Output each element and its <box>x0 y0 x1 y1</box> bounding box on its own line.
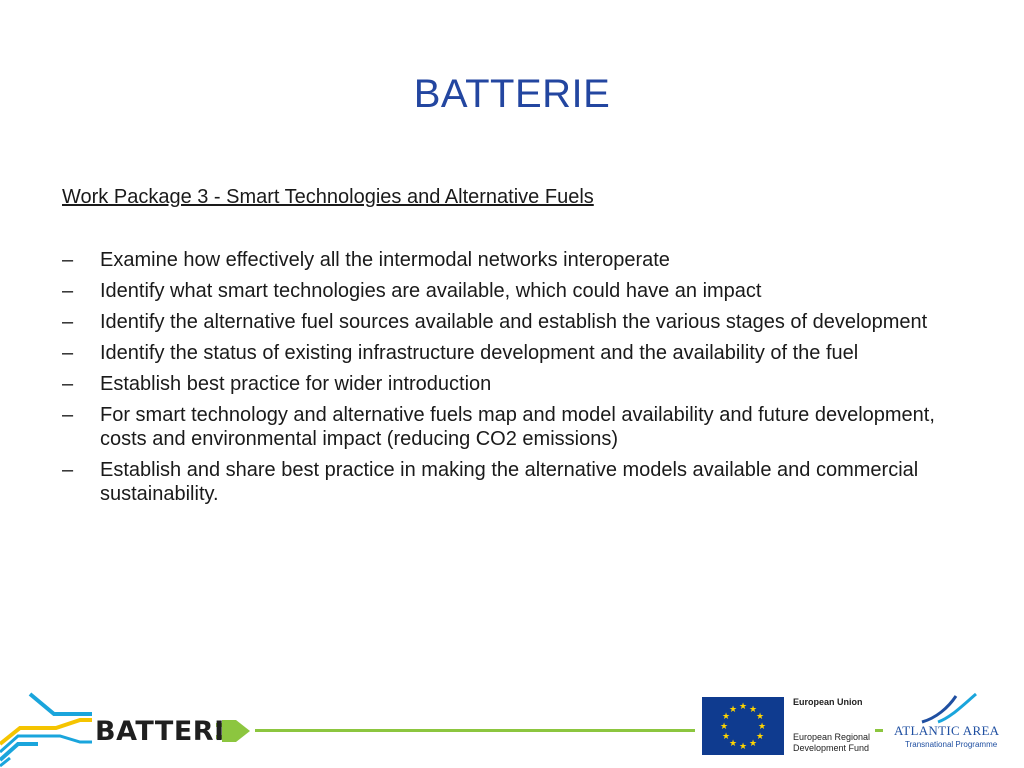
bullet-text: Establish best practice for wider introduction <box>100 373 492 395</box>
bullet-dash: – <box>62 404 74 426</box>
bullet-dash: – <box>62 249 74 271</box>
bullet-text: Identify the alternative fuel sources available and establish the various stages of development <box>100 311 928 333</box>
svg-text:★: ★ <box>748 739 758 749</box>
footer-logos <box>0 680 1024 768</box>
svg-text:★: ★ <box>728 739 738 749</box>
svg-text:★: ★ <box>721 712 731 722</box>
svg-text:★: ★ <box>738 702 748 712</box>
svg-text:★: ★ <box>721 732 731 742</box>
list-item <box>62 279 962 303</box>
svg-text:★: ★ <box>719 722 729 732</box>
batteri-logo-text: BATTERI <box>95 716 225 747</box>
bullet-dash: – <box>62 373 74 395</box>
bullet-list <box>62 248 962 513</box>
bullet-text: Establish and share best practice in making the alternative models available and commercial sustainability. <box>100 459 919 505</box>
bullet-text: Identify what smart technologies are available, which could have an impact <box>100 280 762 302</box>
list-item <box>62 310 962 334</box>
eu-label: European Union <box>793 697 863 707</box>
green-divider-line <box>255 729 695 732</box>
svg-text:★: ★ <box>738 742 748 752</box>
svg-text:★: ★ <box>728 705 738 715</box>
bullet-dash: – <box>62 311 74 333</box>
bullet-dash: – <box>62 280 74 302</box>
list-item <box>62 403 962 451</box>
bullet-dash: – <box>62 459 74 481</box>
eu-fund-label: European Regional Development Fund <box>793 732 871 753</box>
svg-text:★: ★ <box>755 732 765 742</box>
atlantic-area-subtitle: Transnational Programme <box>905 740 998 749</box>
svg-text:★: ★ <box>748 705 758 715</box>
bullet-text: Identify the status of existing infrastructure development and the availability of the fuel <box>100 342 859 364</box>
bullet-dash: – <box>62 342 74 364</box>
atlantic-area-name: ATLANTIC AREA <box>894 723 1000 738</box>
atlantic-wave-icon <box>918 688 988 728</box>
list-item <box>62 458 962 506</box>
svg-text:★: ★ <box>755 712 765 722</box>
green-divider-short <box>875 729 883 732</box>
bullet-text: Examine how effectively all the intermodal networks interoperate <box>100 249 670 271</box>
eu-flag-icon <box>702 697 784 755</box>
list-item <box>62 248 962 272</box>
work-package-subtitle: Work Package 3 - Smart Technologies and Alternative Fuels <box>62 186 594 208</box>
list-item <box>62 341 962 365</box>
svg-text:★: ★ <box>757 722 767 732</box>
slide-title: BATTERIE <box>413 72 611 116</box>
list-item <box>62 372 962 396</box>
bullet-text: For smart technology and alternative fuels map and model availability and future development, costs and environmental impact (reducing CO2 emissions) <box>100 404 935 450</box>
